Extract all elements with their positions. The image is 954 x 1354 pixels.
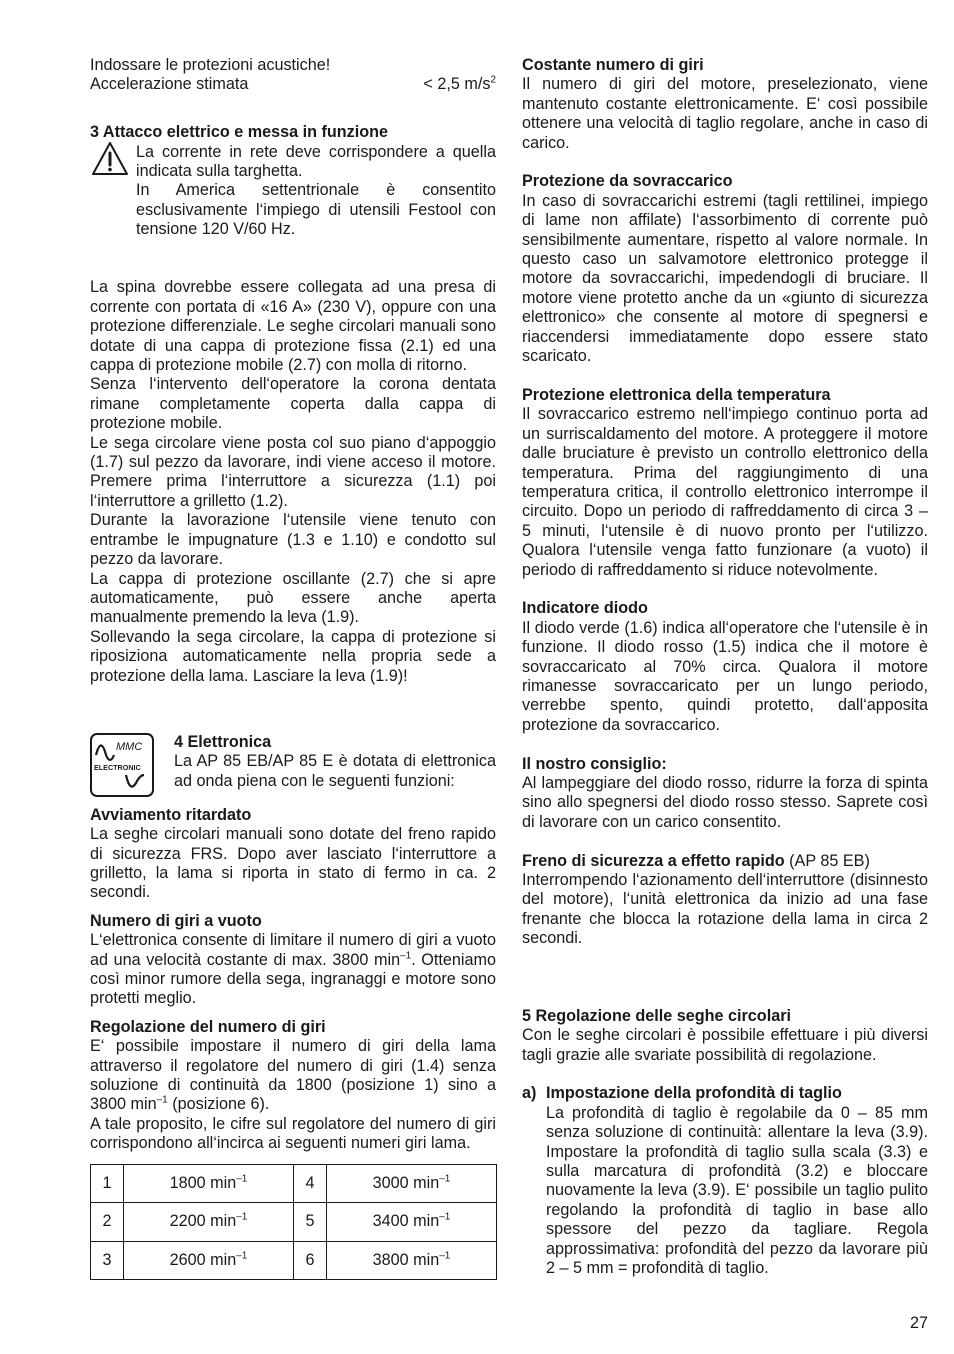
subsection-a-heading: [522, 1084, 928, 1103]
right-column: [522, 56, 928, 1278]
table-cell: 3000 $\min^{-1}$: [327, 1164, 497, 1203]
subheading: Costante numero di giri: [522, 56, 704, 74]
paragraph: Il numero di giri del motore, preselezionato, viene mantenuto costante elettronicamente. E‘ così possibile ottenere una velocità di taglio regolare, anche in caso di carico.: [522, 75, 928, 152]
paragraph: Sollevando la sega circolare, la cappa di protezione si riposiziona automaticamente nella propria sede a protezione della lama. Lasciare la leva (1.9)!: [90, 627, 496, 685]
subsection-title: Impostazione della profondità di taglio: [546, 1084, 842, 1103]
subheading: Avviamento ritardato: [90, 805, 252, 824]
table-cell: 4: [294, 1164, 327, 1203]
section-4-title: 4 Elettronica: [174, 732, 272, 751]
paragraph: La spina dovrebbe essere collegata ad una presa di corrente con portata di «16 A» (230 V), oppure con una protezione differenziale. Le seghe circolari manuali sono dotate di una cappa di protezione fissa (2.1) ed una cappa di protezione mobile (2.7) con molla di ritorno.: [90, 278, 496, 375]
subheading: Numero di giri a vuoto: [90, 911, 262, 930]
warning-text-2: In America settentrionale è consentito esclusivamente l‘impiego di utensili Festool con tensione 120 V/60 Hz.: [136, 181, 496, 239]
table-cell: 3400 $\min^{-1}$: [327, 1203, 497, 1242]
electronics-block: [90, 733, 496, 797]
paragraph: Al lampeggiare del diodo rosso, ridurre la forza di spinta sino allo spegnersi del diodo rosso stesso. Saprete così di lavorare con un carico consentito.: [522, 773, 928, 831]
table-row: [91, 1203, 497, 1242]
subsection-label: a): [522, 1084, 537, 1103]
rpm-table: [90, 1164, 497, 1281]
subheading: Regolazione del numero di giri: [90, 1017, 326, 1036]
paragraph: Durante la lavorazione l‘utensile viene tenuto con entrambe le impugnature (1.3 e 1.10) e condotto sul pezzo da lavorare.: [90, 511, 496, 569]
subheading: Indicatore diodo: [522, 599, 648, 618]
paragraph: La seghe circolari manuali sono dotate del freno rapido di sicurezza FRS. Dopo aver lasciato l‘interruttore a grilletto, la lama si riporta in stato di fermo in ca. 2 secondi.: [90, 825, 496, 902]
table-cell: 5: [294, 1203, 327, 1242]
table-cell: 2600 $\min^{-1}$: [124, 1241, 294, 1280]
warning-block: [90, 143, 496, 240]
intro-line: Indossare le protezioni acustiche!: [90, 56, 331, 74]
paragraph: L‘elettronica consente di limitare il numero di giri a vuoto ad una velocità costante di max. 3800 $\min^{-1}$. Otteniamo così minor rumore della sega, ingranaggi e motore sono protetti meglio.: [90, 931, 496, 1008]
subheading: Il nostro consiglio:: [522, 754, 667, 773]
paragraph: Il sovraccarico estremo nell‘impiego continuo porta ad un surriscaldamento del motore. A proteggere il motore dalle bruciature è previsto un controllo elettronico della temperatura. Prima del raggiungimento di una temperatura critica, il controllo elettronico interrompe il circuito. Dopo un periodo di raffreddamento di circa 3 – 5 minuti, l‘utensile è di nuovo pronto per l‘utilizzo. Qualora l‘utensile venga fatto funzionare (a vuoto) il periodo di raffreddamento si riduce notevolmente.: [522, 405, 928, 579]
subheading: Freno di sicurezza a effetto rapido (AP 85 EB): [522, 851, 870, 870]
acceleration-label: Accelerazione stimata: [90, 75, 249, 94]
paragraph: Con le seghe circolari è possibile effettuare i più diversi tagli grazie alle svariate possibilità di regolazione.: [522, 1026, 928, 1064]
acceleration-row: [90, 75, 496, 94]
table-cell: 3800 $\min^{-1}$: [327, 1241, 497, 1280]
table-cell: 2200 $\min^{-1}$: [124, 1203, 294, 1242]
paragraph: In caso di sovraccarichi estremi (tagli rettilinei, impiego di lame non affilate) l‘assorbimento di corrente può sensibilmente aumentare, rispetto al valore normale. In questo caso un salvamotore elettronico protegge il motore da sovraccarichi, impedendogli di bruciare. Il motore viene protetto anche da un «giunto di sicurezza elettronico» che consente al motore di spegnersi e riaccendersi immediatamente dopo essere stato scaricato.: [522, 191, 928, 366]
acceleration-value: < 2,5 $m/s^2$: [423, 75, 496, 94]
subheading: Protezione da sovraccarico: [522, 172, 733, 191]
table-cell: 2: [91, 1203, 124, 1242]
table-row: [91, 1241, 497, 1280]
paragraph: Interrompendo l‘azionamento dell‘interruttore (disinnesto del motore), l‘unità elettronica da inizio ad una fase frenante che blocca la rotazione della lama in circa 2 secondi.: [522, 870, 928, 948]
paragraph: Il diodo verde (1.6) indica all‘operatore che l‘utensile è in funzione. Il diodo rosso (1.5) indica che il motore è sovraccaricato al 70% circa. Qualora il motore rimanesse sovraccaricato per un lungo periodo, verrebbe spento, quindi protetto, dall‘apposita protezione da sovraccarico.: [522, 618, 928, 734]
warning-text-1: La corrente in rete deve corrispondere a quella indicata sulla targhetta.: [136, 142, 496, 181]
subheading: Protezione elettronica della temperatura: [522, 385, 831, 404]
section-5-title: 5 Regolazione delle seghe circolari: [522, 1006, 791, 1025]
page-number: 27: [909, 1314, 928, 1332]
mmc-electronic-icon: [90, 733, 154, 797]
paragraph: A tale proposito, le cifre sul regolatore del numero di giri corrispondono all‘incirca ai seguenti numeri giri lama.: [90, 1114, 496, 1153]
paragraph: Le sega circolare viene posta col suo piano d‘appoggio (1.7) sul pezzo da lavorare, indi viene acceso il motore. Premere prima l‘interruttore a sicurezza (1.1) poi l‘interruttore a grilletto (1.2).: [90, 433, 496, 510]
svg-text:ELECTRONIC: ELECTRONIC: [94, 762, 141, 772]
table-cell: 1800 $\min^{-1}$: [124, 1164, 294, 1203]
warning-triangle-icon: [90, 139, 130, 179]
paragraph: La AP 85 EB/AP 85 E è dotata di elettronica ad onda piena con le seguenti funzioni:: [174, 752, 496, 790]
svg-text:MMC: MMC: [116, 740, 143, 753]
table-cell: 6: [294, 1241, 327, 1280]
paragraph: La cappa di protezione oscillante (2.7) che si apre automaticamente, può essere anche aperta manualmente premendo la leva (1.9).: [90, 569, 496, 627]
left-column: [90, 56, 496, 1280]
paragraph: E‘ possibile impostare il numero di giri della lama attraverso il regolatore del numero di giri (1.4) senza soluzione di continuità da 1800 (posizione 1) sino a 3800 $\min^{-1}$ (posizione 6).: [90, 1037, 496, 1114]
paragraph: Senza l‘intervento dell‘operatore la corona dentata rimane completamente coperta dalla cappa di protezione mobile.: [90, 375, 496, 433]
table-cell: 3: [91, 1241, 124, 1280]
section-3-title: 3 Attacco elettrico e messa in funzione: [90, 123, 389, 142]
table-cell: 1: [91, 1164, 124, 1203]
table-row: [91, 1164, 497, 1203]
paragraph: La profondità di taglio è regolabile da 0 – 85 mm senza soluzione di continuità: allentare la leva (3.9). Impostare la profondità di taglio sulla scala (3.3) e sulla marcatura di profondità (3.2) e bloccare nuovamente la leva (3.9). E‘ possibile un taglio pulito regolando la profondità di taglio in base allo spessore del pezzo da tagliare. Regola approssimativa: profondità del pezzo da lavorare più 2 – 5 mm = profondità di taglio.: [546, 1103, 928, 1278]
